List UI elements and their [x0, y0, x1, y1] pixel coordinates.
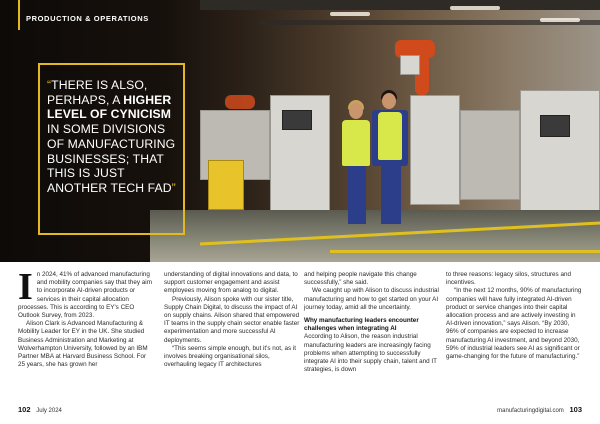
article-paragraph: to three reasons: legacy silos, structures and incentives.: [446, 271, 571, 287]
page-number-right: 103: [569, 405, 582, 414]
quote-close-mark: ”: [171, 180, 176, 195]
footer-right: [497, 405, 582, 417]
article-paragraph: “This seems simple enough, but it's not, as it involves breaking organisational silos, overhauling legacy IT architectures: [164, 344, 297, 369]
article-paragraph: Alison Clark is Advanced Manufacturing & Mobility Leader for EY in the UK. She studied Business Administration and Marketing at Wolverhampton University, followed by an IBM Partner MBA at Harvard Business School. For 25 years, she has grown her: [18, 320, 148, 369]
machine: [460, 110, 520, 200]
quote-part-2: IN SOME DIVISIONS OF MANUFACTURING BUSINESSES; THAT THIS IS JUST ANOTHER TECH FAD: [47, 122, 176, 195]
footer-left: [18, 405, 62, 417]
machine: [520, 90, 600, 220]
machine: [400, 55, 420, 75]
quote-highlight: HIGHER LEVEL OF CYNICISM: [47, 92, 172, 122]
article-paragraph: According to Alison, the reason industrial manufacturing leaders are increasingly facing problems when attempting to successfully integrate AI into their supply chain, talent and IT strategies, is down: [304, 333, 437, 374]
quote-open-mark: “: [47, 78, 52, 92]
site-url: manufacturingdigital.com: [497, 408, 564, 414]
control-screen: [282, 110, 312, 130]
article-paragraph: We caught up with Alison to discuss industrial manufacturing and how to get started on your AI journey today, amid all the uncertainty.: [304, 287, 439, 311]
quote-part-1: THERE IS ALSO, PERHAPS, A: [47, 78, 148, 107]
article-paragraph: n 2024, 41% of advanced manufacturing and mobility companies say that they aim to incorporate AI-driven products or services in their capital allocation processes. This is according to EY's CEO Outlook Survey, from 2023.: [18, 271, 152, 320]
article-paragraph: and helping people navigate this change successfully,” she said.: [304, 271, 417, 287]
article-column-3: [304, 271, 440, 374]
article-column-4: [446, 271, 582, 361]
section-header: [0, 0, 600, 36]
page-number-left: 102: [18, 405, 31, 414]
machine: [410, 95, 460, 205]
article-column-1: [18, 266, 154, 369]
robot-arm: [225, 95, 255, 109]
pull-quote: [47, 78, 177, 196]
machine: [208, 160, 244, 210]
article-paragraph: Previously, Alison spoke with our sister title, Supply Chain Digital, to discuss the impact of AI on supply chains. Alison shared that empowered IT teams in the supply chain sector enable faster experimentation and more successful AI deployments.: [164, 295, 300, 344]
article-paragraph: understanding of digital innovations and data, to support customer engagement and assist employees moving from analog to digital.: [164, 271, 298, 295]
article-paragraph: “In the next 12 months, 90% of manufacturing companies will have fully integrated AI-driven product or service changes into their capital allocation process and are actively investing in AI-driven innovation,” says Alison. “By 2030, 96% of companies are expected to increase manufacturing AI investment, and beyond 2030, 59% of industrial leaders see AI as significant or game-changing for the future of manufacturing.”: [446, 287, 582, 361]
accent-bar: [18, 0, 20, 30]
control-screen: [540, 115, 570, 137]
section-label: PRODUCTION & OPERATIONS: [26, 14, 149, 23]
article-column-2: [164, 271, 300, 369]
drop-cap: I: [18, 266, 33, 308]
article-subheading: Why manufacturing leaders encounter challenges when integrating AI: [304, 317, 419, 333]
floor-line: [330, 250, 600, 253]
issue-date: July 2024: [36, 408, 62, 414]
